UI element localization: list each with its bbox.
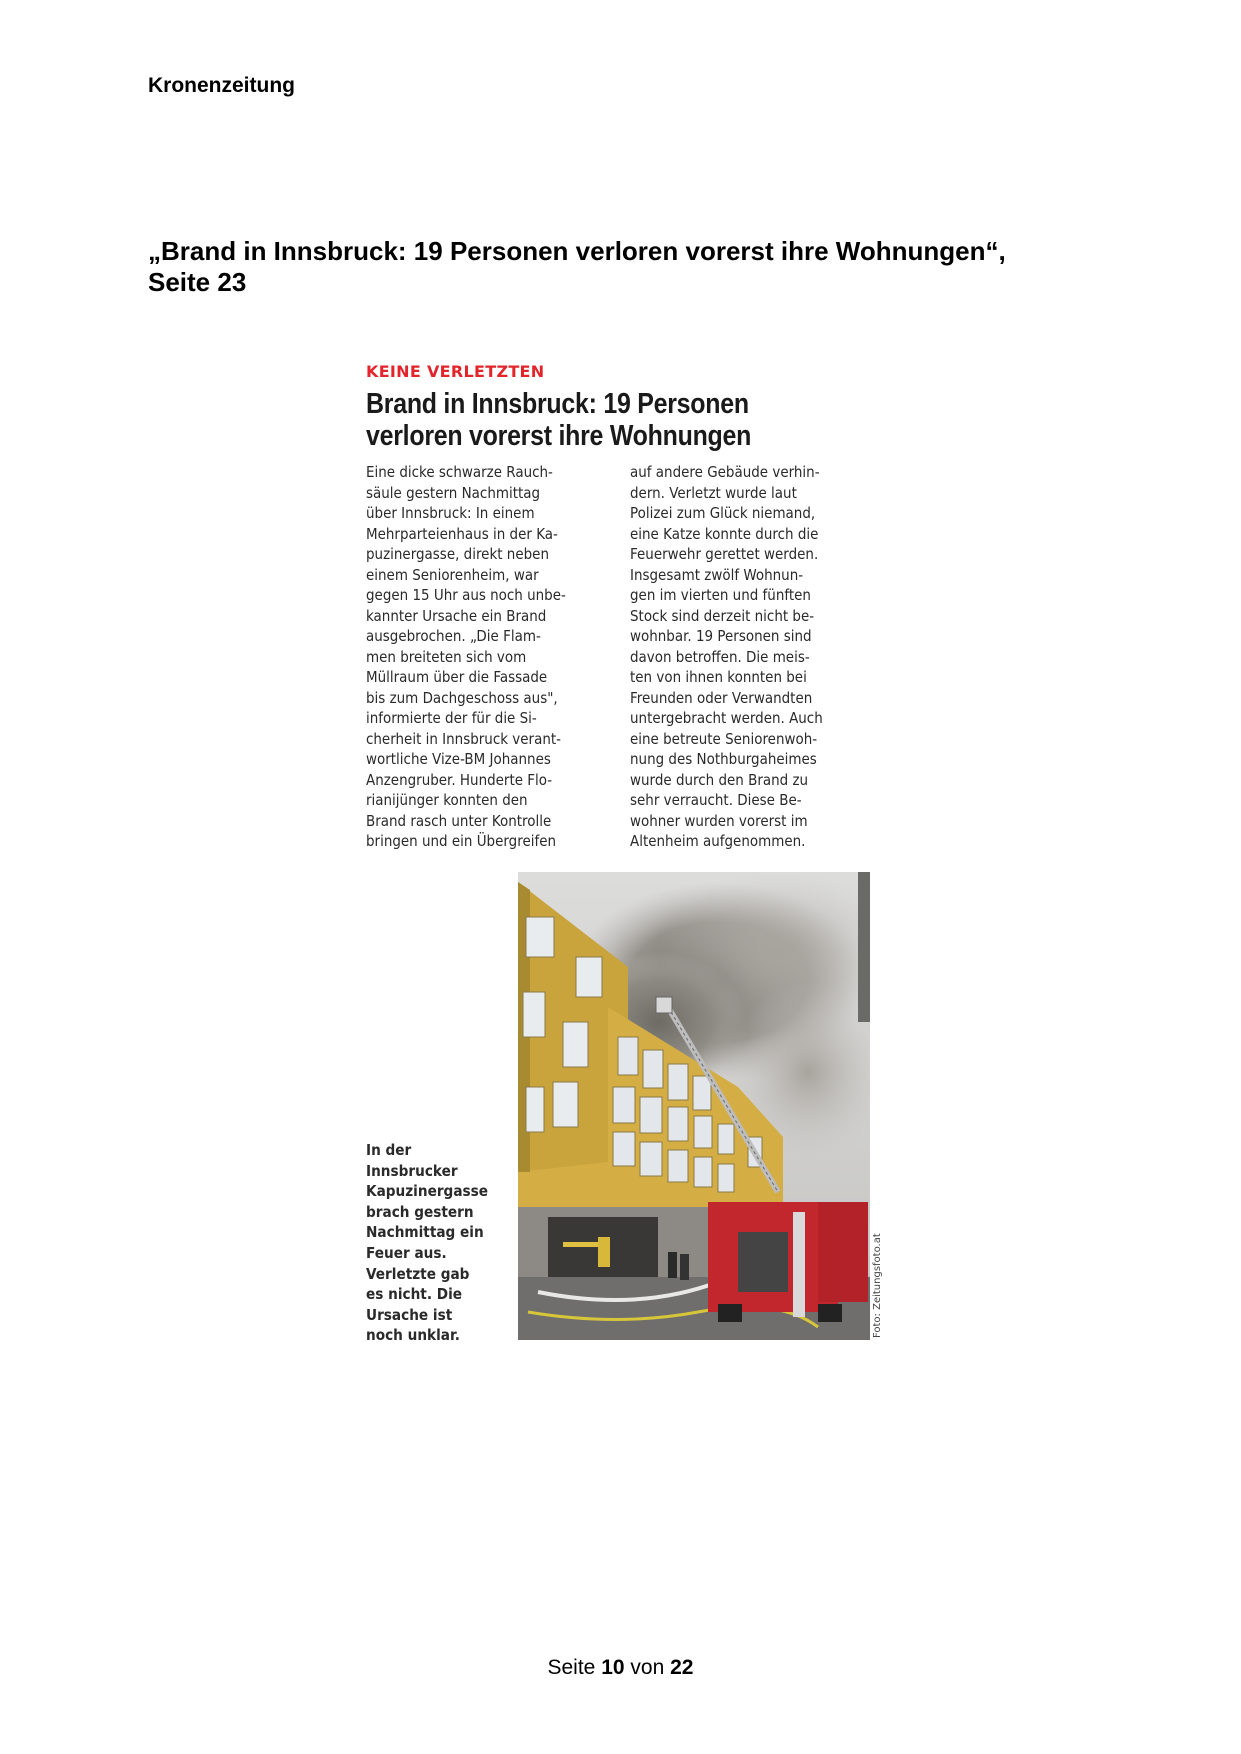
- window: [694, 1116, 712, 1148]
- text-line: gegen 15 Uhr aus noch unbe-: [366, 586, 566, 604]
- text-line: Brand rasch unter Kontrolle: [366, 811, 552, 830]
- text-line: Verletzte gab: [366, 1264, 470, 1283]
- text-line: Feuerwehr gerettet werden.: [630, 545, 819, 563]
- window: [563, 1022, 588, 1067]
- text-line: wortliche Vize-BM Johannes: [366, 750, 551, 768]
- text-line: Innsbrucker: [366, 1161, 458, 1180]
- text-line: eine Katze konnte durch die: [630, 524, 819, 543]
- barrier: [563, 1242, 603, 1247]
- fire-photo-illustration: [518, 872, 870, 1340]
- text-line: Freunden oder Verwandten: [630, 688, 813, 707]
- text-line: brach gestern: [366, 1202, 474, 1221]
- text-line: Feuer aus.: [366, 1243, 447, 1262]
- text-line: Mehrparteienhaus in der Ka-: [366, 524, 558, 543]
- wheel: [818, 1304, 842, 1322]
- firefighter: [668, 1252, 677, 1278]
- document-title-text: „Brand in Innsbruck: 19 Personen verloren vorerst ihre Wohnungen“,: [148, 236, 1006, 266]
- text-line: Stock sind derzeit nicht be-: [630, 606, 815, 625]
- firefighter: [680, 1254, 689, 1280]
- window: [643, 1050, 663, 1088]
- text-line: Müllraum über die Fassade: [366, 668, 548, 686]
- building-right-edge: [858, 872, 870, 1022]
- window: [718, 1124, 734, 1154]
- footer-prefix: Seite: [547, 1656, 596, 1679]
- text-line: über Innsbruck: In einem: [366, 504, 535, 522]
- text-line: Anzengruber. Hunderte Flo-: [366, 770, 553, 789]
- text-line: puzinergasse, direkt neben: [366, 545, 549, 563]
- headline-line: verloren vorerst ihre Wohnungen: [366, 420, 752, 452]
- barrier-post: [598, 1237, 610, 1267]
- window: [694, 1157, 712, 1187]
- window: [718, 1164, 734, 1192]
- headline-line: Brand in Innsbruck: 19 Personen: [366, 388, 749, 420]
- text-line: bis zum Dachgeschoss aus",: [366, 688, 558, 707]
- document-page-reference: Seite 23: [148, 267, 247, 297]
- article-headline: [366, 388, 805, 452]
- window: [640, 1097, 662, 1133]
- window: [553, 1082, 578, 1127]
- text-line: rianijünger konnten den: [366, 791, 528, 809]
- fire-truck-ladder: [793, 1212, 805, 1317]
- text-line: einem Seniorenheim, war: [366, 565, 539, 584]
- text-line: eine betreute Seniorenwoh-: [630, 729, 818, 748]
- text-line: ten von ihnen konnten bei: [630, 668, 807, 686]
- text-line: Eine dicke schwarze Rauch-: [366, 463, 553, 481]
- text-line: gen im vierten und fünften: [630, 586, 811, 604]
- text-line: es nicht. Die: [366, 1285, 463, 1304]
- text-line: wurde durch den Brand zu: [630, 770, 809, 789]
- text-line: Kapuzinergasse: [366, 1182, 489, 1201]
- text-line: nung des Nothburgaheimes: [630, 750, 817, 768]
- fire-truck-cab: [818, 1202, 868, 1302]
- page-footer: [0, 1656, 1241, 1680]
- ladder-basket: [656, 997, 672, 1013]
- text-line: dern. Verletzt wurde laut: [630, 483, 797, 502]
- photo-caption: [366, 1140, 506, 1346]
- article-body-left-column: [366, 462, 616, 852]
- window: [668, 1150, 688, 1182]
- text-line: bringen und ein Übergreifen: [366, 832, 557, 850]
- window: [640, 1142, 662, 1176]
- text-line: Ursache ist: [366, 1305, 453, 1324]
- article-body-right-column: [630, 462, 880, 852]
- text-line: sehr verraucht. Diese Be-: [630, 791, 802, 809]
- text-line: wohnbar. 19 Personen sind: [630, 627, 812, 645]
- window: [526, 1087, 544, 1132]
- footer-current-page: 10: [601, 1656, 625, 1679]
- text-line: noch unklar.: [366, 1326, 460, 1345]
- text-line: Altenheim aufgenommen.: [630, 832, 806, 850]
- text-line: Nachmittag ein: [366, 1223, 484, 1242]
- window: [693, 1076, 711, 1110]
- text-line: ausgebrochen. „Die Flam-: [366, 627, 541, 645]
- newspaper-source: Kronenzeitung: [148, 74, 295, 97]
- text-line: men breiteten sich vom: [366, 647, 527, 666]
- window: [668, 1107, 688, 1141]
- text-line: wohner wurden vorerst im: [630, 811, 808, 830]
- window: [526, 917, 554, 957]
- text-line: cherheit in Innsbruck verant-: [366, 729, 562, 748]
- document-title: [148, 236, 1108, 298]
- window: [613, 1132, 635, 1166]
- text-line: Polizei zum Glück niemand,: [630, 504, 816, 522]
- window: [613, 1087, 635, 1123]
- window: [576, 957, 602, 997]
- fire-truck-compartment: [738, 1232, 788, 1292]
- window: [523, 992, 545, 1037]
- window: [618, 1037, 638, 1075]
- text-line: auf andere Gebäude verhin-: [630, 463, 820, 481]
- text-line: informierte der für die Si-: [366, 709, 537, 727]
- text-line: säule gestern Nachmittag: [366, 483, 541, 502]
- text-line: untergebracht werden. Auch: [630, 709, 823, 727]
- footer-total-pages: 22: [670, 1656, 694, 1679]
- article-kicker: KEINE VERLETZTEN: [366, 362, 545, 381]
- window: [668, 1064, 688, 1100]
- text-line: kannter Ursache ein Brand: [366, 606, 547, 625]
- text-line: Insgesamt zwölf Wohnun-: [630, 565, 804, 584]
- footer-separator: von: [630, 1656, 665, 1679]
- wheel: [718, 1304, 742, 1322]
- article-photo: [518, 872, 870, 1340]
- text-line: davon betroffen. Die meis-: [630, 647, 810, 666]
- text-line: In der: [366, 1141, 412, 1159]
- photo-credit: Foto: Zeitungsfoto.at: [872, 1233, 883, 1338]
